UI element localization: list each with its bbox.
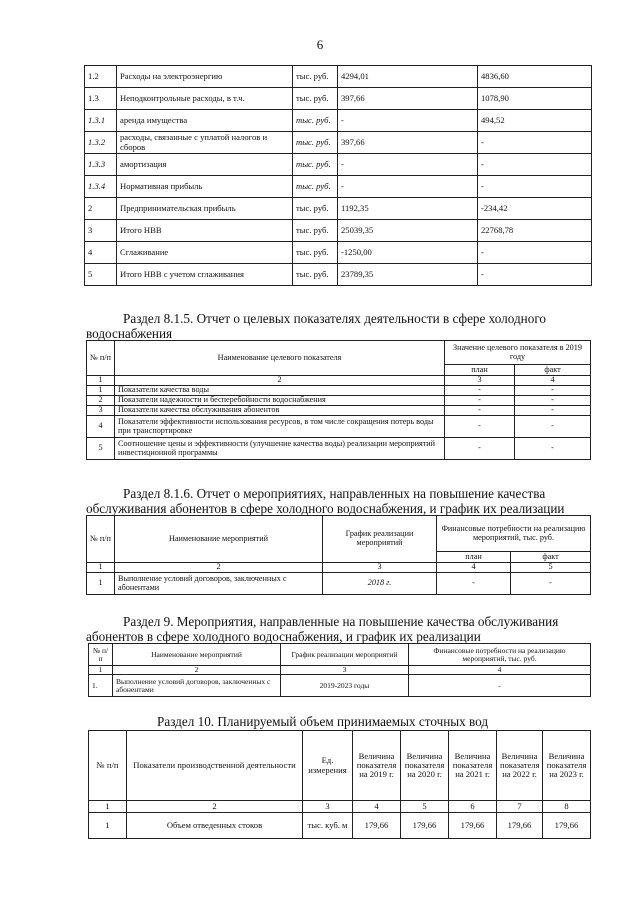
page-number: 6: [316, 37, 324, 52]
table-row: [85, 198, 592, 220]
row-number: 1.3.3: [85, 154, 117, 176]
col-2023-header: Величина показателя на 2023 г.: [543, 731, 591, 801]
col-num-header: № п/п: [89, 731, 127, 801]
section-8-1-6-heading-line2: обслуживания абонентов в сфере холодного водоснабжения, и график их реализации: [86, 501, 565, 516]
row-value-plan: 397,66: [338, 88, 478, 110]
col-num-header: № п/п: [87, 341, 115, 376]
row-value-fact: 1078,90: [478, 88, 592, 110]
table-row: [87, 438, 591, 460]
col-finance-header: Финансовые потребности на реализацию мероприятий, тыс. руб.: [437, 516, 591, 552]
row-value-plan: -: [338, 154, 478, 176]
row-value-plan: 25039,35: [338, 220, 478, 242]
row-number: 1.2: [85, 66, 117, 88]
index-cell: 8: [543, 801, 591, 813]
index-cell: 3: [303, 801, 353, 813]
table-row: [85, 242, 592, 264]
index-cell: 4: [515, 376, 591, 386]
row-unit: тыс. руб.: [293, 88, 338, 110]
table-row: [85, 88, 592, 110]
table-row: [89, 675, 591, 697]
row-plan: -: [445, 396, 515, 406]
row-unit: тыс. руб.: [293, 242, 338, 264]
row-name: Показатели надежности и бесперебойности водоснабжения: [115, 396, 445, 406]
col-num-header: № п/п: [89, 644, 113, 666]
col-name-header: Наименование мероприятий: [113, 644, 281, 666]
index-cell: 2: [113, 666, 281, 675]
row-value-fact: 4836,60: [478, 66, 592, 88]
row-name: Показатели качества воды: [115, 386, 445, 396]
col-plan-header: план: [437, 552, 511, 563]
row-name: Соотношение цены и эффективности (улучшение качества воды) реализации мероприятий инвестиционной программы: [115, 438, 445, 460]
index-cell: 1: [87, 563, 115, 573]
table-row: [87, 573, 591, 595]
row-name: Неподконтрольные расходы, в т.ч.: [117, 88, 293, 110]
section-10-heading: Раздел 10. Планируемый объем принимаемых сточных вод: [157, 714, 489, 729]
col-plan-header: план: [445, 365, 515, 376]
row-unit: тыс. руб.: [293, 66, 338, 88]
index-cell: 2: [127, 801, 303, 813]
table-row: [85, 154, 592, 176]
col-name-header: Показатели производственной деятельности: [127, 731, 303, 801]
row-value-fact: -: [478, 264, 592, 286]
index-cell: 3: [323, 563, 437, 573]
section-8-1-6-heading-line1: Раздел 8.1.6. Отчет о мероприятиях, направленных на повышение качества: [123, 486, 546, 501]
table-row: [85, 220, 592, 242]
col-schedule-header: График реализации мероприятий: [323, 516, 437, 563]
row-number: 1.3.4: [85, 176, 117, 198]
row-name: Показатели эффективности использования ресурсов, в том числе сокращения потерь воды при транспортировке: [115, 416, 445, 438]
planned-measures-table: [88, 643, 591, 697]
row-schedule: 2018 г.: [323, 573, 437, 595]
col-schedule-header: График реализации мероприятий: [281, 644, 409, 666]
index-cell: 4: [437, 563, 511, 573]
row-number: 2: [85, 198, 117, 220]
row-unit: тыс. руб.: [293, 264, 338, 286]
table-row: [85, 66, 592, 88]
row-plan: -: [445, 438, 515, 460]
row-name: Выполнение условий договоров, заключенных с абонентами: [113, 675, 281, 697]
table-row: [87, 396, 591, 406]
index-cell: 5: [401, 801, 449, 813]
row-plan: -: [445, 416, 515, 438]
section-9-heading-line1: Раздел 9. Мероприятия, направленные на повышение качества обслуживания: [123, 614, 559, 629]
index-cell: 4: [409, 666, 591, 675]
measures-report-table: [86, 515, 591, 595]
row-name: Объем отведенных стоков: [127, 813, 303, 839]
row-unit: тыс. руб.: [293, 220, 338, 242]
col-fact-header: факт: [515, 365, 591, 376]
table-row: [85, 264, 592, 286]
index-cell: 6: [449, 801, 497, 813]
col-unit-header: Ед. измерения: [303, 731, 353, 801]
row-value-2019: 179,66: [353, 813, 401, 839]
row-name: Предпринимательская прибыль: [117, 198, 293, 220]
row-number: 1.: [89, 675, 113, 697]
row-name: Нормативная прибыль: [117, 176, 293, 198]
col-name-header: Наименование мероприятий: [115, 516, 323, 563]
row-number: 4: [87, 416, 115, 438]
row-number: 1: [87, 386, 115, 396]
section-8-1-5-heading-line1: Раздел 8.1.5. Отчет о целевых показателях деятельности в сфере холодного: [123, 311, 547, 326]
row-value-fact: 22768,78: [478, 220, 592, 242]
row-unit: тыс. руб.: [293, 132, 338, 154]
row-number: 3: [87, 406, 115, 416]
row-schedule: 2019-2023 годы: [281, 675, 409, 697]
row-number: 1: [87, 573, 115, 595]
table-row: [85, 132, 592, 154]
row-value-2020: 179,66: [401, 813, 449, 839]
col-2019-header: Величина показателя на 2019 г.: [353, 731, 401, 801]
index-cell: 4: [353, 801, 401, 813]
row-value-fact: -: [478, 242, 592, 264]
row-value-plan: -1250,00: [338, 242, 478, 264]
row-name: расходы, связанные с уплатой налогов и сборов: [117, 132, 293, 154]
row-fact: -: [515, 406, 591, 416]
row-unit: тыс. руб.: [293, 176, 338, 198]
row-unit: тыс. руб.: [293, 198, 338, 220]
index-cell: 1: [89, 666, 113, 675]
index-cell: 1: [89, 801, 127, 813]
row-value-plan: 1192,35: [338, 198, 478, 220]
col-2022-header: Величина показателя на 2022 г.: [497, 731, 543, 801]
row-name: аренда имущества: [117, 110, 293, 132]
row-name: Показатели качества обслуживания абонентов: [115, 406, 445, 416]
row-fact: -: [511, 573, 591, 595]
row-name: Итого НВВ с учетом сглаживания: [117, 264, 293, 286]
row-name: Сглаживание: [117, 242, 293, 264]
row-plan: -: [437, 573, 511, 595]
index-cell: 2: [115, 563, 323, 573]
row-value-fact: -: [478, 132, 592, 154]
row-plan: -: [445, 406, 515, 416]
row-value-plan: -: [338, 110, 478, 132]
table-row: [87, 386, 591, 396]
row-name: Расходы на электроэнергию: [117, 66, 293, 88]
section-9-heading-line2: абонентов в сфере холодного водоснабжения, и график их реализации: [86, 629, 481, 644]
row-value-fact: -: [478, 154, 592, 176]
index-cell: 1: [87, 376, 115, 386]
row-fact: -: [515, 438, 591, 460]
col-name-header: Наименование целевого показателя: [115, 341, 445, 376]
col-value-header: Значение целевого показателя в 2019 году: [445, 341, 591, 365]
row-value-2022: 179,66: [497, 813, 543, 839]
table-row: [85, 110, 592, 132]
row-fact: -: [515, 386, 591, 396]
row-value-fact: 494,52: [478, 110, 592, 132]
row-number: 5: [85, 264, 117, 286]
row-fact: -: [515, 396, 591, 406]
row-value-fact: -: [478, 176, 592, 198]
table-row: [87, 406, 591, 416]
row-name: амортизация: [117, 154, 293, 176]
row-unit: тыс. куб. м: [303, 813, 353, 839]
budget-table: [84, 65, 592, 286]
wastewater-volume-table: [88, 730, 591, 839]
row-number: 1: [89, 813, 127, 839]
row-number: 2: [87, 396, 115, 406]
row-finance: -: [409, 675, 591, 697]
row-name: Итого НВВ: [117, 220, 293, 242]
col-finance-header: Финансовые потребности на реализацию мероприятий, тыс. руб.: [409, 644, 591, 666]
index-cell: 5: [511, 563, 591, 573]
row-value-plan: 23789,35: [338, 264, 478, 286]
row-number: 1.3.2: [85, 132, 117, 154]
row-number: 5: [87, 438, 115, 460]
table-row: [89, 813, 591, 839]
row-plan: -: [445, 386, 515, 396]
section-8-1-5-heading-line2: водоснабжения: [86, 326, 173, 341]
row-value-2023: 179,66: [543, 813, 591, 839]
index-cell: 7: [497, 801, 543, 813]
row-number: 4: [85, 242, 117, 264]
table-row: [85, 176, 592, 198]
row-value-plan: -: [338, 176, 478, 198]
index-cell: 3: [281, 666, 409, 675]
table-row: [87, 416, 591, 438]
row-fact: -: [515, 416, 591, 438]
index-cell: 2: [115, 376, 445, 386]
row-unit: тыс. руб.: [293, 154, 338, 176]
row-number: 1.3.1: [85, 110, 117, 132]
row-unit: тыс. руб.: [293, 110, 338, 132]
row-number: 1.3: [85, 88, 117, 110]
target-indicators-table: [86, 340, 591, 460]
row-value-plan: 4294,01: [338, 66, 478, 88]
col-2020-header: Величина показателя на 2020 г.: [401, 731, 449, 801]
col-num-header: № п/п: [87, 516, 115, 563]
row-value-2021: 179,66: [449, 813, 497, 839]
row-name: Выполнение условий договоров, заключенных с абонентами: [115, 573, 323, 595]
index-cell: 3: [445, 376, 515, 386]
row-value-fact: -234,42: [478, 198, 592, 220]
row-number: 3: [85, 220, 117, 242]
col-2021-header: Величина показателя на 2021 г.: [449, 731, 497, 801]
row-value-plan: 397,66: [338, 132, 478, 154]
col-fact-header: факт: [511, 552, 591, 563]
